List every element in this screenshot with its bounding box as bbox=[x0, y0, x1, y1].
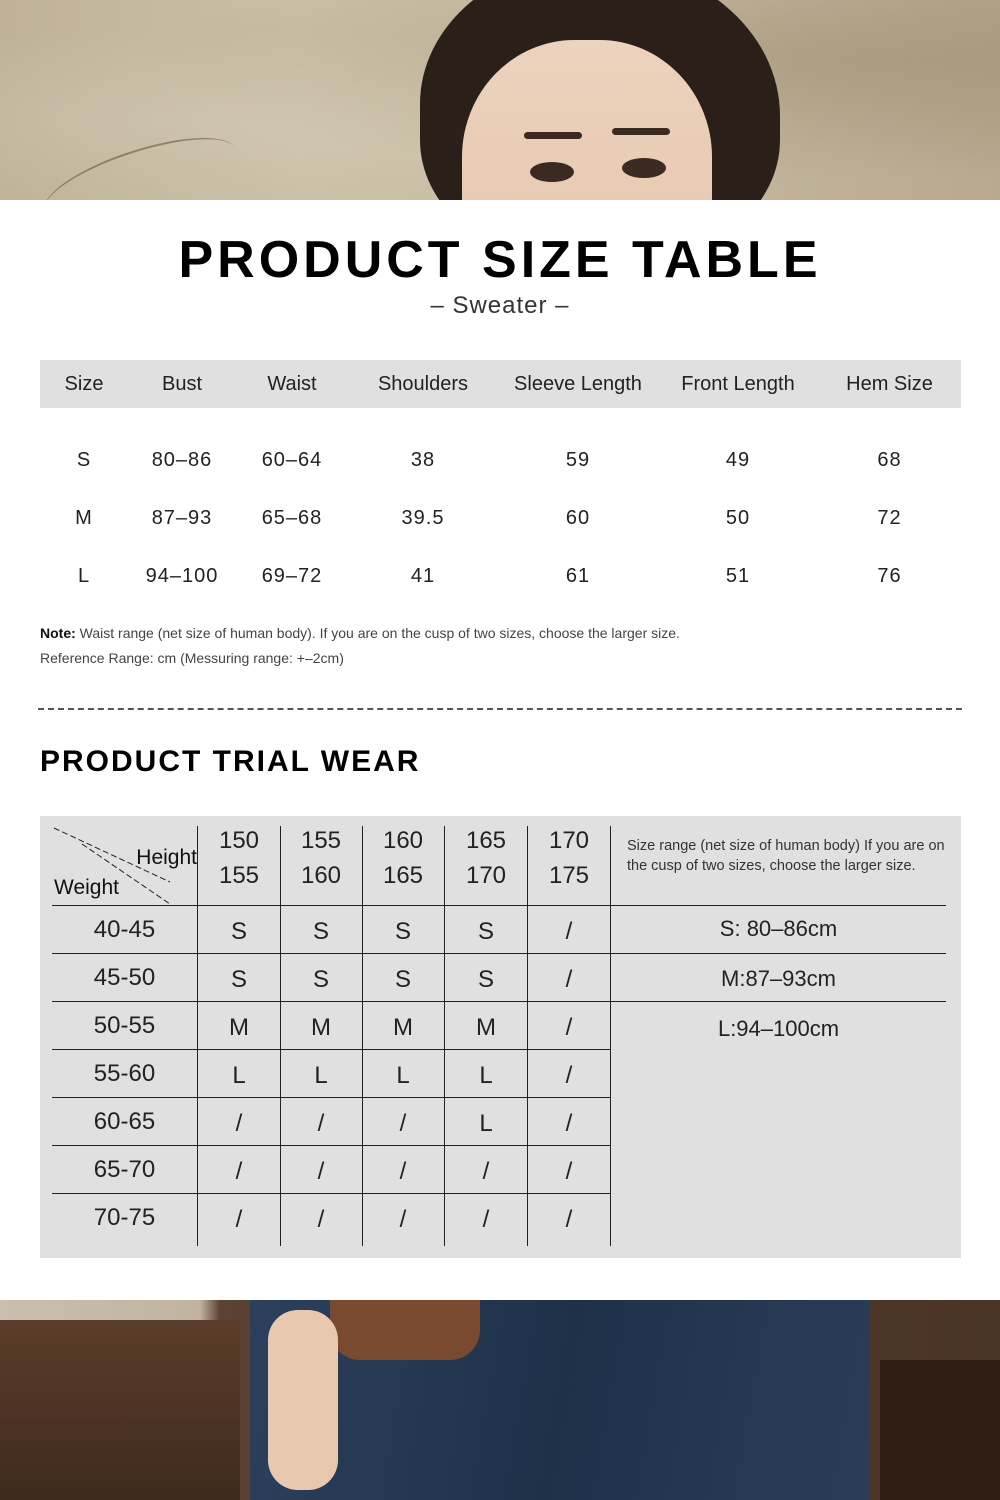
size-cell: S bbox=[394, 918, 411, 945]
size-cell: S bbox=[477, 918, 494, 945]
size-cell: S bbox=[312, 918, 329, 945]
size-cell: / bbox=[565, 1158, 573, 1185]
size-cell: / bbox=[482, 1158, 490, 1185]
model-eye-left bbox=[530, 162, 574, 182]
height-column-160-165 bbox=[362, 824, 444, 904]
height-max: 155 bbox=[218, 862, 260, 889]
header-shoulders: Shoulders bbox=[377, 372, 469, 395]
height-max: 175 bbox=[548, 862, 590, 889]
weight-row-label: 70-75 bbox=[93, 1204, 156, 1231]
height-min: 165 bbox=[465, 827, 507, 854]
model-brow-right bbox=[612, 128, 670, 135]
size-chart-panel bbox=[0, 200, 1000, 1300]
height-max: 170 bbox=[465, 862, 507, 889]
size-table-header bbox=[40, 360, 961, 408]
size-range-m: M:87–93cm bbox=[721, 966, 836, 991]
weight-row-label: 65-70 bbox=[93, 1156, 156, 1183]
header-sleeve-length: Sleeve Length bbox=[514, 372, 642, 395]
model-eye-right bbox=[622, 158, 666, 178]
dark-shelf bbox=[880, 1360, 1000, 1500]
size-cell: / bbox=[565, 966, 573, 993]
height-column-150-155 bbox=[198, 824, 280, 904]
weight-label: Weight bbox=[54, 876, 119, 899]
size-cell: L bbox=[232, 1062, 246, 1089]
table-cell: 39.5 bbox=[401, 506, 445, 529]
size-cell: S bbox=[230, 918, 247, 945]
size-cell: / bbox=[235, 1110, 243, 1137]
height-column-165-170 bbox=[444, 824, 528, 904]
table-cell: L bbox=[77, 564, 91, 587]
table-cell: 72 bbox=[877, 506, 902, 529]
size-cell: M bbox=[229, 1014, 249, 1041]
weight-row-label: 40-45 bbox=[93, 916, 156, 943]
size-cell: L bbox=[479, 1062, 493, 1089]
size-cell: / bbox=[565, 1014, 573, 1041]
table-cell: 68 bbox=[877, 448, 902, 471]
size-cell: M bbox=[311, 1014, 331, 1041]
table-cell: 65–68 bbox=[261, 506, 323, 529]
table-cell: 69–72 bbox=[261, 564, 323, 587]
brown-handbag bbox=[330, 1300, 480, 1360]
height-weight-corner bbox=[52, 826, 197, 906]
size-cell: / bbox=[317, 1158, 325, 1185]
size-cell: M bbox=[393, 1014, 413, 1041]
size-range-l: L:94–100cm bbox=[717, 1016, 840, 1041]
note-text: Waist range (net size of human body). If you are on the cusp of two sizes, choose the larger size. bbox=[75, 625, 680, 641]
size-cell: / bbox=[399, 1158, 407, 1185]
header-size: Size bbox=[64, 372, 104, 395]
model-photo-top bbox=[0, 0, 1000, 200]
table-cell: 49 bbox=[725, 448, 751, 471]
page-subtitle: – Sweater – bbox=[430, 292, 570, 319]
section-divider bbox=[38, 708, 962, 710]
size-row-s bbox=[40, 440, 961, 480]
height-column-155-160 bbox=[280, 824, 362, 904]
header-hem-size: Hem Size bbox=[846, 372, 933, 395]
table-cell: 41 bbox=[410, 564, 436, 587]
size-cell: / bbox=[235, 1206, 243, 1233]
table-cell: 80–86 bbox=[151, 448, 213, 471]
note-label: Note: bbox=[40, 625, 76, 641]
size-cell: S bbox=[312, 966, 329, 993]
size-row-l bbox=[40, 556, 961, 596]
trial-wear-title: PRODUCT TRIAL WEAR bbox=[40, 745, 421, 778]
weight-row-label: 45-50 bbox=[93, 964, 156, 991]
size-cell: S bbox=[230, 966, 247, 993]
size-note bbox=[40, 625, 680, 641]
header-waist: Waist bbox=[267, 372, 317, 395]
size-cell: / bbox=[565, 918, 573, 945]
weight-row-label: 55-60 bbox=[93, 1060, 156, 1087]
table-cell: 60 bbox=[565, 506, 591, 529]
table-cell: 59 bbox=[565, 448, 591, 471]
size-cell: S bbox=[394, 966, 411, 993]
table-cell: S bbox=[76, 448, 92, 471]
model-photo-bottom bbox=[0, 1300, 1000, 1500]
size-cell: L bbox=[314, 1062, 328, 1089]
size-cell: / bbox=[399, 1110, 407, 1137]
header-front-length: Front Length bbox=[681, 372, 795, 395]
size-cell: / bbox=[565, 1062, 573, 1089]
model-brow-left bbox=[524, 132, 582, 139]
table-cell: 50 bbox=[725, 506, 751, 529]
height-min: 150 bbox=[218, 827, 260, 854]
size-cell: / bbox=[482, 1206, 490, 1233]
table-cell: 61 bbox=[565, 564, 591, 587]
table-cell: 38 bbox=[410, 448, 436, 471]
table-cell: 76 bbox=[877, 564, 902, 587]
height-max: 160 bbox=[300, 862, 342, 889]
size-cell: / bbox=[317, 1110, 325, 1137]
height-min: 170 bbox=[548, 827, 590, 854]
size-row-m bbox=[40, 498, 961, 538]
height-column-170-175 bbox=[528, 824, 610, 904]
size-cell: S bbox=[477, 966, 494, 993]
size-cell: / bbox=[317, 1206, 325, 1233]
page-title: PRODUCT SIZE TABLE bbox=[178, 231, 822, 289]
size-cell: L bbox=[396, 1062, 410, 1089]
height-min: 160 bbox=[382, 827, 424, 854]
table-cell: 51 bbox=[725, 564, 751, 587]
size-cell: / bbox=[235, 1158, 243, 1185]
size-cell: / bbox=[565, 1206, 573, 1233]
size-cell: / bbox=[399, 1206, 407, 1233]
model-hand bbox=[268, 1310, 338, 1490]
table-cell: 60–64 bbox=[261, 448, 323, 471]
size-range-note: Size range (net size of human body) If you are on the cusp of two sizes, choose the larger size. bbox=[627, 838, 945, 874]
weight-row-label: 50-55 bbox=[93, 1012, 156, 1039]
reference-range-note: Reference Range: cm (Messuring range: +–2cm) bbox=[40, 650, 344, 666]
header-bust: Bust bbox=[161, 372, 203, 395]
size-cell: L bbox=[479, 1110, 493, 1137]
weight-row-label: 60-65 bbox=[93, 1108, 156, 1135]
size-cell: / bbox=[565, 1110, 573, 1137]
size-cell: M bbox=[476, 1014, 496, 1041]
table-cell: 94–100 bbox=[145, 564, 219, 587]
table-cell: M bbox=[75, 506, 93, 529]
height-min: 155 bbox=[300, 827, 342, 854]
table-cell: 87–93 bbox=[151, 506, 213, 529]
trial-wear-table bbox=[40, 816, 961, 1258]
height-max: 165 bbox=[382, 862, 424, 889]
size-range-s: S: 80–86cm bbox=[719, 916, 838, 941]
wooden-cabinet bbox=[0, 1320, 240, 1500]
height-label: Height bbox=[136, 846, 197, 869]
